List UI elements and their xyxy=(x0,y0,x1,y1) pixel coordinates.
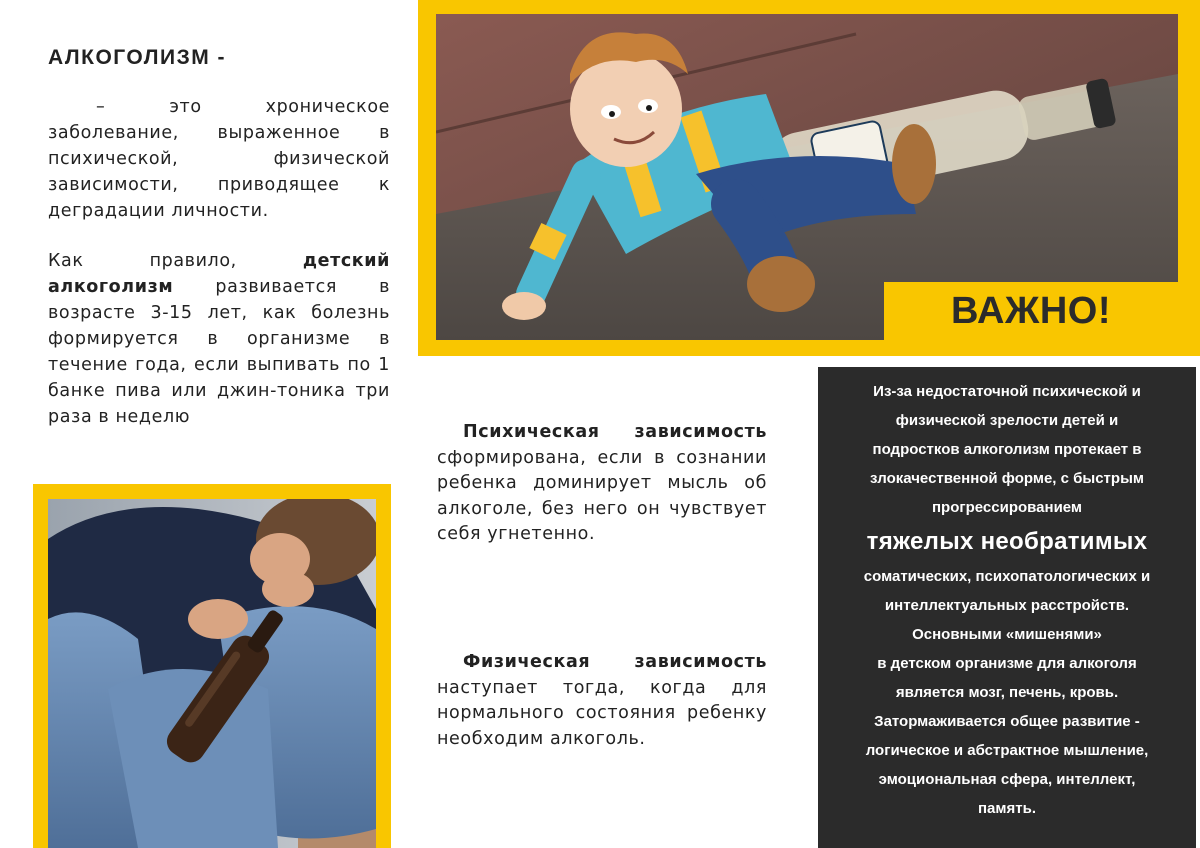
panel-line: Основными «мишенями» xyxy=(912,626,1102,643)
psychological-dependence-term: Психическая зависимость xyxy=(463,422,767,442)
panel-line: логическое и абстрактное мышление, xyxy=(865,742,1149,759)
panel-line: является мозг, печень, кровь. xyxy=(895,684,1119,701)
definition-paragraph: – это хроническое заболевание, выраженное в психической, физической зависимости, приводящее к деградации личности. xyxy=(48,97,390,221)
age-paragraph-end: развивается в возрасте 3-15 лет, как болезнь формируется в организме в течение года, если выпивать по 1 банке пива или джин-тоника три раза в неделю xyxy=(48,277,390,427)
physical-dependence-term: Физическая зависимость xyxy=(463,652,767,672)
panel-line: злокачественной форме, с быстрым xyxy=(870,470,1144,487)
important-info-panel xyxy=(818,367,1196,848)
panel-line: подростков алкоголизм протекает в xyxy=(872,441,1142,458)
teen-with-bottle-photo xyxy=(48,499,376,848)
definition-column xyxy=(48,46,390,430)
panel-line: соматических, психопатологических и xyxy=(863,568,1151,585)
panel-line: эмоциональная сфера, интеллект, xyxy=(878,771,1136,788)
panel-line: физической зрелости детей и xyxy=(895,412,1119,429)
age-paragraph-start: Как правило, xyxy=(48,251,303,271)
panel-line: память. xyxy=(978,800,1036,817)
panel-line: Из-за недостаточной психической и xyxy=(873,383,1141,400)
panel-line: в детском организме для алкоголя xyxy=(877,655,1137,672)
psychological-dependence-block xyxy=(437,420,767,548)
psychological-dependence-text xyxy=(437,420,767,548)
important-title: ВАЖНО! xyxy=(951,289,1111,332)
age-paragraph-bold: детский алкоголизм xyxy=(48,251,390,297)
page-title: АЛКОГОЛИЗМ - xyxy=(48,46,227,69)
age-paragraph xyxy=(48,248,390,430)
panel-line: Затормаживается общее развитие - xyxy=(874,713,1140,730)
panel-emphasis: тяжелых необратимых xyxy=(866,528,1148,555)
psychological-dependence-desc: сформирована, если в сознании ребенка доминирует мысль об алкоголе, без него он чувствует себя угнетенно. xyxy=(437,447,767,544)
panel-line: прогрессированием xyxy=(931,499,1083,516)
important-banner xyxy=(884,282,1178,340)
physical-dependence-desc: наступает тогда, когда для нормального состояния ребенку необходим алкоголь. xyxy=(437,677,767,749)
physical-dependence-text xyxy=(437,650,767,752)
physical-dependence-block xyxy=(437,650,767,752)
panel-line: интеллектуальных расстройств. xyxy=(884,597,1130,614)
